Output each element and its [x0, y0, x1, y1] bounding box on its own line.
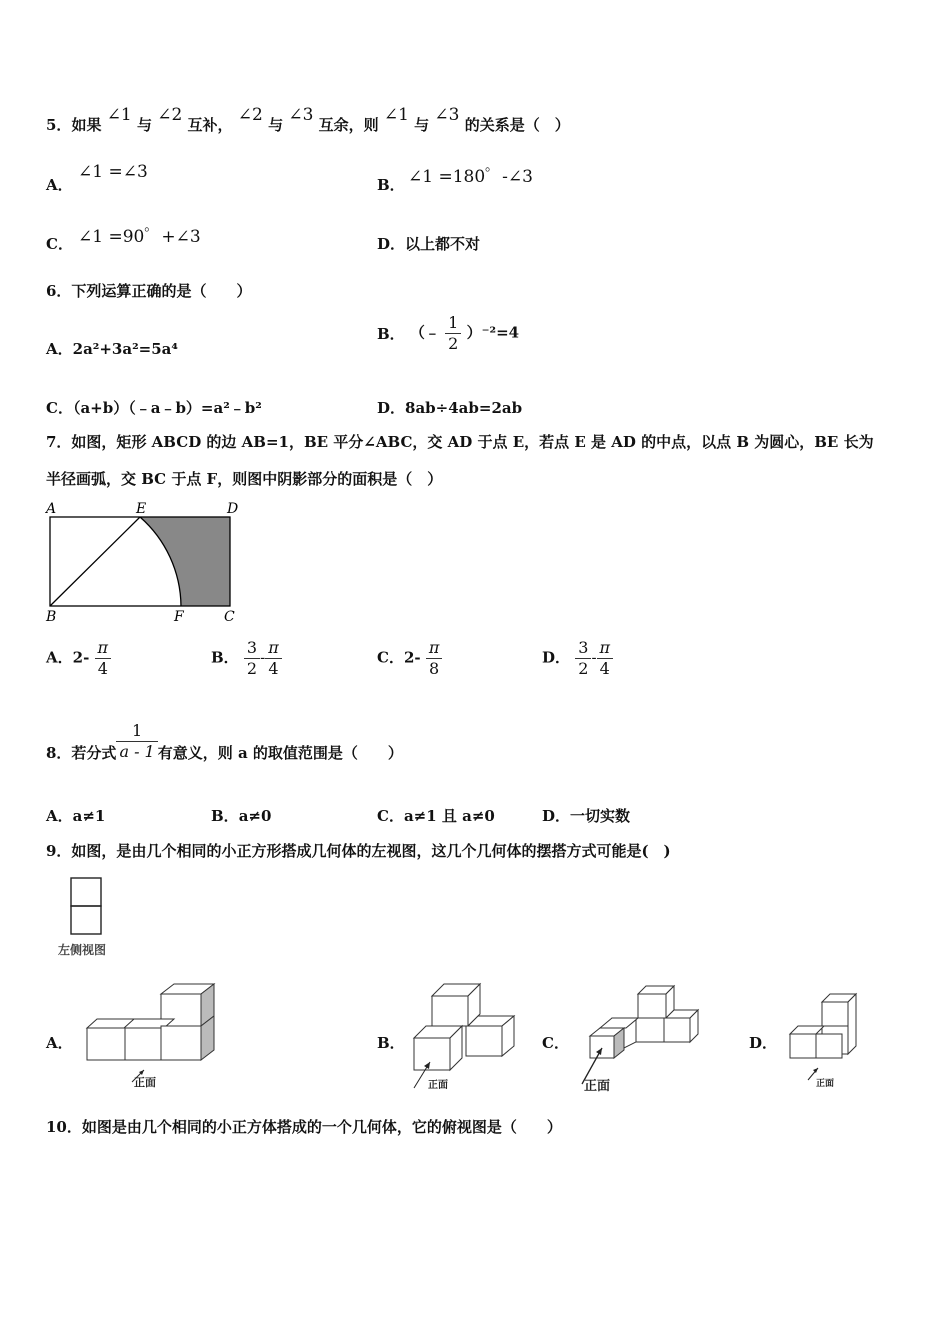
q9-option-c: C．: [542, 1034, 569, 1052]
q8-option-d: D．一切实数: [542, 807, 631, 825]
left-view-caption: 左侧视图: [58, 943, 107, 957]
q6-option-a: A．2a²+3a²=5a⁴: [46, 340, 178, 358]
segment-be: [50, 517, 140, 606]
q5-stem: 5．如果 ∠1 与 ∠2 互补， ∠2 与 ∠3 互余，则 ∠1 与 ∠3 的关系是（ ）: [46, 105, 570, 134]
point-f: F: [174, 609, 184, 625]
angle-2b: ∠2: [237, 105, 263, 125]
q7-option-d: D． $\frac{3}{2}$ - $\frac{\pi}{4}$: [542, 638, 613, 679]
q10-stem: 10．如图是由几个相同的小正方体搭成的一个几何体，它的俯视图是（ ）: [46, 1118, 562, 1136]
q9-option-d: D．: [749, 1034, 778, 1052]
angle-3b: ∠3: [434, 105, 460, 125]
q5-option-a-text: ∠1 =∠3: [78, 162, 148, 182]
q6-option-c: C．（a+b）（﹣a﹣b）=a²﹣b²: [46, 399, 262, 417]
q9-option-d-figure: [786, 992, 866, 1092]
q7-option-a: A．2- $\frac{\pi}{4}$: [46, 638, 111, 679]
q7-option-b: B． $\frac{3}{2}$ - $\frac{\pi}{4}$: [211, 638, 282, 679]
front-label-a: 正面: [134, 1076, 156, 1089]
q6-fraction: $\frac{1}{2}$: [445, 313, 461, 354]
q7-rectangle-figure: [44, 500, 244, 625]
point-e: E: [136, 501, 147, 517]
angle-3: ∠3: [288, 105, 314, 125]
q8-option-a: A．a≠1: [46, 807, 106, 825]
q6-option-b: B． （﹣ $\frac{1}{2}$ ）⁻²=4: [377, 313, 520, 353]
q9-option-a: A．: [46, 1034, 73, 1052]
point-b: B: [46, 609, 57, 625]
q8-option-c: C．a≠1 且 a≠0: [377, 807, 495, 825]
point-a: A: [46, 501, 57, 517]
point-d: D: [227, 501, 239, 517]
q9-option-c-figure: [576, 982, 706, 1094]
q6-stem: 6．下列运算正确的是（ ）: [46, 282, 252, 300]
front-label-c: 正面: [584, 1079, 611, 1094]
q5-option-d: D．以上都不对: [377, 235, 481, 253]
angle-1: ∠1: [106, 105, 132, 125]
angle-2: ∠2: [157, 105, 183, 125]
q5-option-a: A．: [46, 176, 73, 194]
q8-stem: 8．若分式 $\frac{1}{a - 1}$ 有意义，则 a 的取值范围是（ ）: [46, 721, 403, 762]
q8-option-b: B．a≠0: [211, 807, 272, 825]
q9-option-b-figure: [410, 980, 520, 1095]
q9-stem: 9．如图，是由几个相同的小正方形搭成几何体的左视图，这几个几何体的摆搭方式可能是( ): [46, 842, 671, 860]
q9-option-b: B．: [377, 1034, 405, 1052]
q5-option-b-text: ∠1 =180゜-∠3: [408, 167, 533, 187]
front-label-d: 正面: [816, 1079, 835, 1089]
q5-option-c: C．: [46, 235, 73, 253]
q5-option-b: B．: [377, 176, 405, 194]
q6-option-d: D．8ab÷4ab=2ab: [377, 399, 523, 417]
q7-option-c: C．2- $\frac{\pi}{8}$: [377, 638, 442, 679]
q5-option-c-text: ∠1 =90゜+∠3: [78, 227, 201, 247]
angle-1b: ∠1: [383, 105, 409, 125]
q7-stem-line2: 半径画弧，交 BC 于点 F，则图中阴影部分的面积是（ ）: [46, 470, 443, 488]
q9-left-view-figure: [56, 876, 126, 961]
front-label-b: 正面: [428, 1080, 448, 1091]
q8-fraction: $\frac{1}{a - 1}$: [116, 721, 157, 762]
point-c: C: [224, 609, 235, 625]
q7-stem-line1: 7．如图，矩形 ABCD 的边 AB=1，BE 平分∠ABC，交 AD 于点 E，若点 E 是 AD 的中点，以点 B 为圆心，BE 长为: [46, 433, 874, 451]
q9-option-a-figure: [84, 982, 224, 1092]
